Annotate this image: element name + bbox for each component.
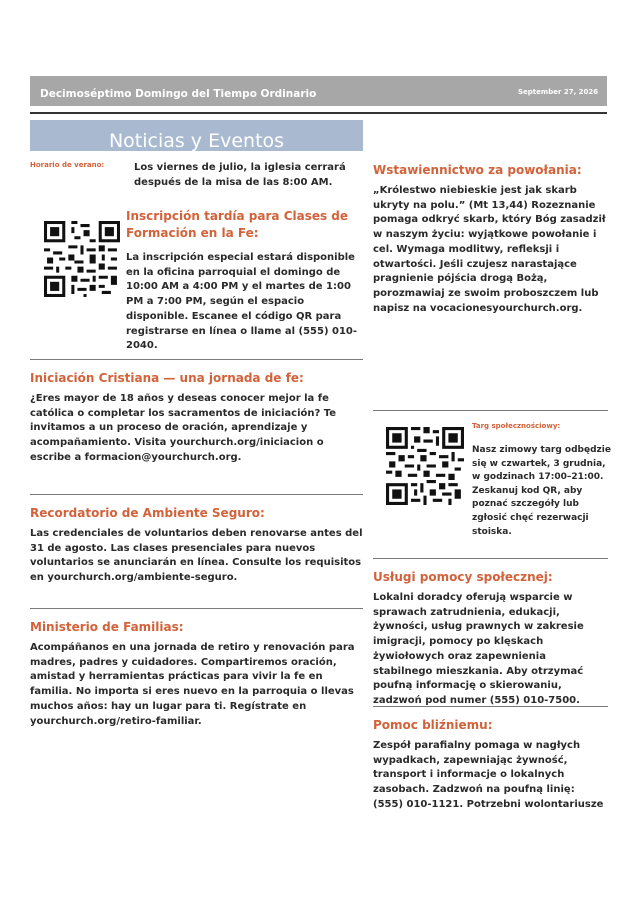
section-divider [30,608,363,609]
neighbor-help-text: Zespół parafialny pomaga w nagłych wypadkach, zapewniając żywność, transport i informacje o lokalnych zasobach. Zadzwoń na poufną linię: (555) 010-1121. Potrzebni wolontariusze [373,740,604,810]
summer-hours-label: Horario de verano: [30,161,105,169]
summer-hours-text: Los viernes de julio, la iglesia cerrará después de la misa de las 8:00 AM. [134,162,346,188]
social-services-text: Lokalni doradcy oferują wsparcie w sprawach zatrudnienia, edukacji, żywności, usług prawnych w zakresie imigracji, pomocy po klęskach żywiołowych oraz zapewnienia stabilnego mieszkania. Aby otrzymać poufną informację o skierowaniu, zadzwoń pod numer (555) 010-7500. [373,592,584,706]
late-registration-heading: Inscripción tardía para Clases de Formación en la Fe: [126,209,349,240]
section-divider [373,558,608,559]
bulletin-title: Decimoséptimo Domingo del Tiempo Ordinario [40,88,317,100]
vocations-text: „Królestwo niebieskie jest jak skarb ukryty na polu.” (Mt 13,44) Rozeznanie pomaga odkryć skarb, który Bóg zasadził w naszym życiu: wyjątkowe powołanie i cel. Wymaga modlitwy, refleksji i otwartości. Jeśli czujesz narastające pragnienie pójścia drogą Bożą, porozmawiaj ze swoim proboszczem lub napisz na vocacionesyourchurch.org. [373,185,606,314]
market-text: Nasz zimowy targ odbędzie się w czwartek, 3 grudnia, w godzinach 17:00–21:00. Zeskanuj kod QR, aby poznać szczegóły lub zgłosić chęć rezerwacji stoiska. [472,445,611,537]
initiation-heading: Iniciación Cristiana — una jornada de fe: [30,371,304,385]
bulletin-date: September 27, 2026 [518,88,599,96]
neighbor-help-heading: Pomoc bliźniemu: [373,718,493,732]
section-divider [373,706,608,707]
vocations-heading: Wstawiennictwo za powołania: [373,163,582,177]
section-divider [30,359,363,360]
families-text: Acompáñanos en una jornada de retiro y renovación para madres, padres y cuidadores. Compartiremos oración, amistad y herramientas prácticas para vivir la fe en familia. No importa si eres nuevo en la parroquia o llevas muchos años: hay un lugar para ti. Regístrate en yourchurch.org/retiro-familiar. [30,642,355,727]
initiation-text: ¿Eres mayor de 18 años y deseas conocer mejor la fe católica o completar los sacramentos de iniciación? Te invitamos a un proceso de oración, aprendizaje y acompañamiento. Visita yourchurch.org/iniciacion o escribe a formacion@yourchurch.org. [30,393,337,463]
safe-environment-heading: Recordatorio de Ambiente Seguro: [30,506,265,520]
header-divider [30,112,607,114]
section-divider [373,410,608,411]
safe-environment-text: Las credenciales de voluntarios deben renovarse antes del 31 de agosto. Las clases presenciales para nuevos voluntarios se anunciarán en línea. Consulte los requisitos en yourchurch.org/ambiente-seguro. [30,528,363,584]
families-heading: Ministerio de Familias: [30,620,184,634]
news-section-title: Noticias y Eventos [30,120,363,151]
late-registration-text: La inscripción especial estará disponible en la oficina parroquial el domingo de 10:00 AM a 4:00 PM y el martes de 1:00 PM a 7:00 PM, según el espacio disponible. Escanee el código QR para registrarse en línea o llame al (555) 010-2040. [126,252,358,352]
qr-code-icon [386,427,464,505]
section-divider [30,494,363,495]
market-label: Targ społecznościowy: [472,422,561,430]
qr-code-icon [44,221,120,297]
social-services-heading: Usługi pomocy społecznej: [373,570,553,584]
